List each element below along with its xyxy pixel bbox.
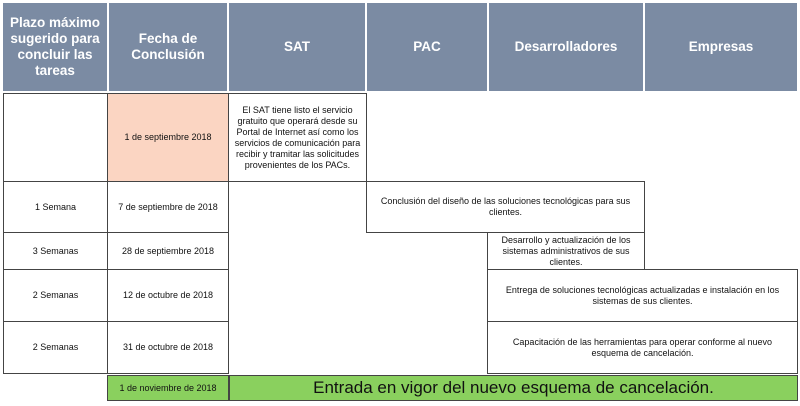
final-fecha-cell: 1 de noviembre de 2018 bbox=[107, 375, 229, 401]
fecha-cell: 7 de septiembre de 2018 bbox=[107, 181, 229, 233]
plazo-cell: 1 Semana bbox=[3, 181, 108, 233]
plazo-cell: 2 Semanas bbox=[3, 269, 108, 322]
header-fecha: Fecha de Conclusión bbox=[108, 2, 228, 92]
header-plazo: Plazo máximo sugerido para concluir las tareas bbox=[2, 2, 108, 92]
plazo-cell: 3 Semanas bbox=[3, 232, 108, 270]
task-empresas-cell: Entrega de soluciones tecnológicas actualizadas e instalación en los sistemas de sus clientes. bbox=[487, 269, 798, 322]
fecha-cell: 12 de octubre de 2018 bbox=[107, 269, 229, 322]
header-empresas: Empresas bbox=[644, 2, 798, 92]
task-desarrolladores-cell: Desarrollo y actualización de los sistemas administrativos de sus clientes. bbox=[487, 232, 645, 270]
header-pac: PAC bbox=[366, 2, 488, 92]
fecha-cell: 28 de septiembre 2018 bbox=[107, 232, 229, 270]
task-empresas-cell: Capacitación de las herramientas para operar conforme al nuevo esquema de cancelación. bbox=[487, 321, 798, 374]
plazo-cell bbox=[3, 93, 108, 182]
final-banner: Entrada en vigor del nuevo esquema de cancelación. bbox=[229, 375, 798, 401]
fecha-cell: 31 de octubre de 2018 bbox=[107, 321, 229, 374]
task-sat-cell: El SAT tiene listo el servicio gratuito que operará desde su Portal de Internet así como los servicios de comunicación para recibir y tramitar las solicitudes provenientes de los PACs. bbox=[228, 93, 367, 182]
header-desarrolladores: Desarrolladores bbox=[488, 2, 644, 92]
task-pac-cell: Conclusión del diseño de las soluciones tecnológicas para sus clientes. bbox=[366, 181, 645, 233]
plazo-cell: 2 Semanas bbox=[3, 321, 108, 374]
fecha-cell: 1 de septiembre 2018 bbox=[107, 93, 229, 182]
header-sat: SAT bbox=[228, 2, 366, 92]
